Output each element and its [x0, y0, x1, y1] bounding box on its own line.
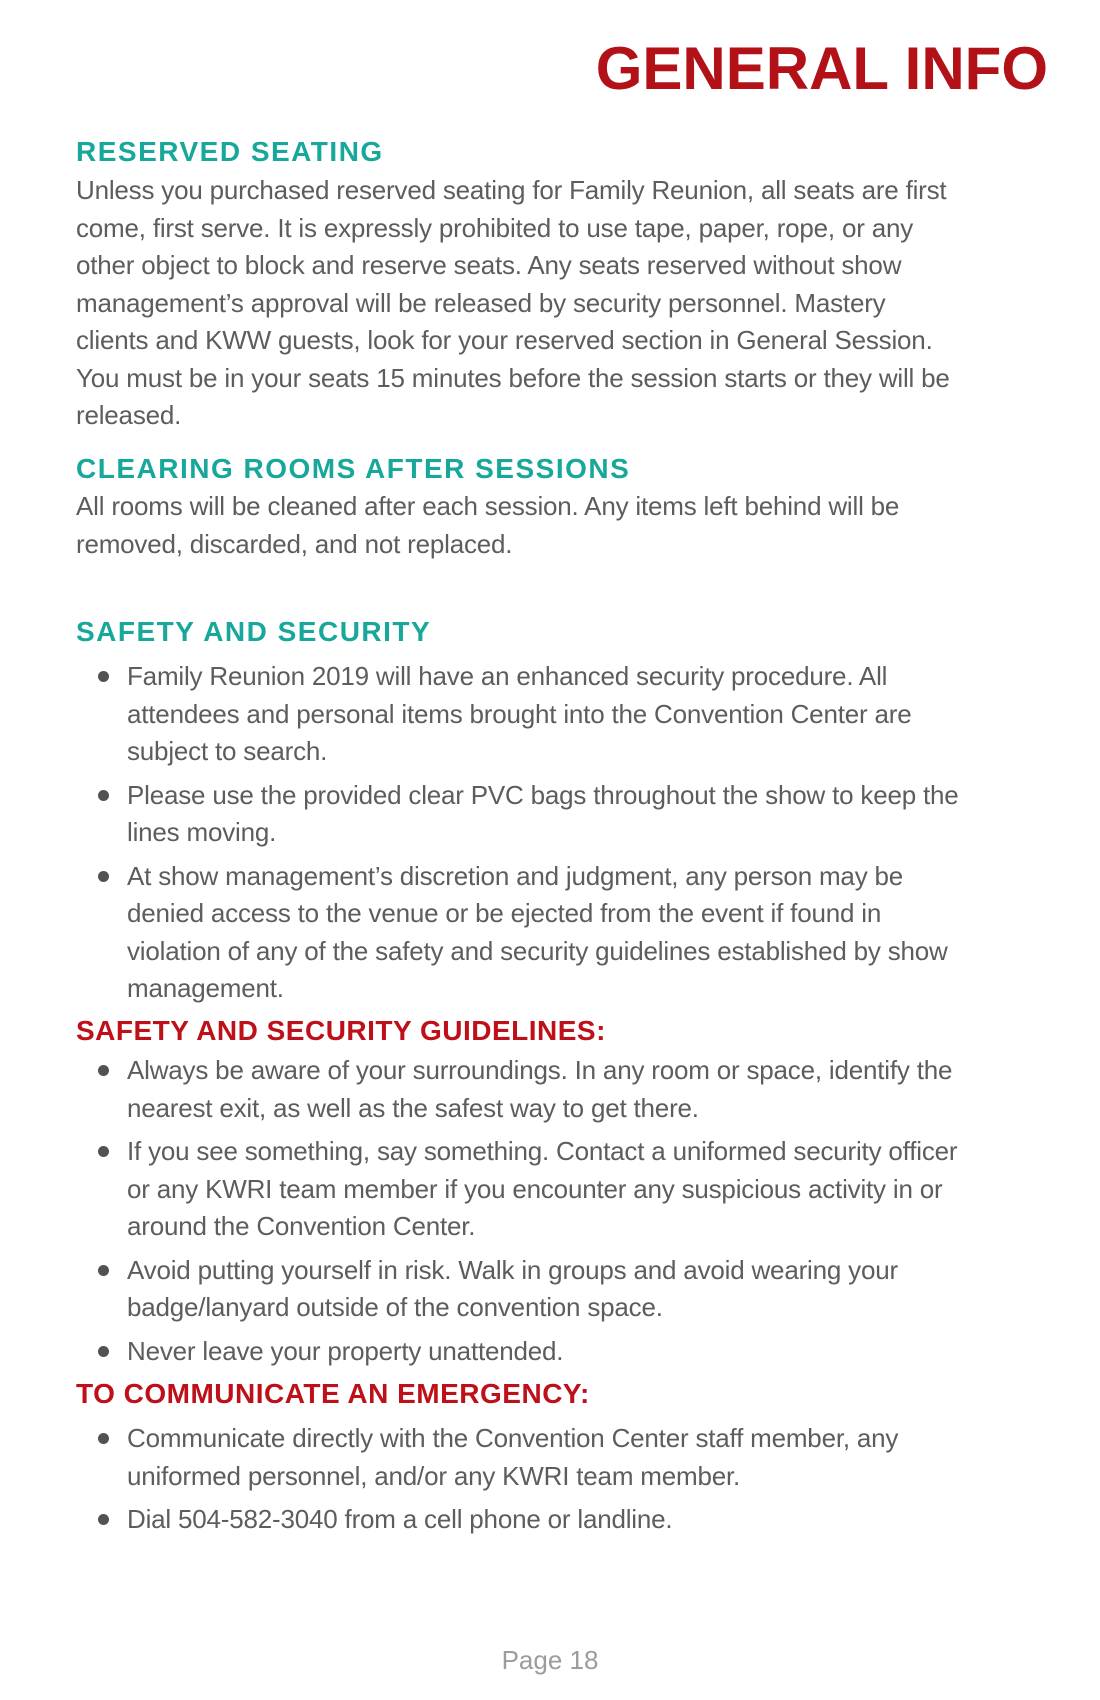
bullet-icon: [98, 1065, 109, 1076]
list-item: [76, 1333, 1086, 1371]
bullet-icon: [98, 871, 109, 882]
bullet-icon: [98, 1146, 109, 1157]
list-item: [76, 1252, 1086, 1327]
bullet-icon: [98, 1265, 109, 1276]
list-item: [76, 658, 1086, 771]
bullet-text: Always be aware of your surroundings. In any room or space, identify the nearest exit, as well as the safest way to get there.: [127, 1055, 953, 1123]
section-heading-clearing-rooms: CLEARING ROOMS AFTER SESSIONS: [76, 453, 631, 484]
list-item: [76, 1501, 1086, 1539]
page-title: GENERAL INFO: [595, 35, 1048, 102]
list-item: [76, 1420, 1086, 1495]
bullet-text: Please use the provided clear PVC bags throughout the show to keep the lines moving.: [127, 779, 959, 847]
list-item: [76, 1052, 1086, 1127]
list-item: [76, 858, 1086, 1008]
bullet-icon: [98, 671, 109, 682]
bullet-list-safety-guidelines: [76, 1052, 1086, 1376]
bullet-list-safety-and-security: [76, 658, 1086, 1014]
bullet-text: If you see something, say something. Contact a uniformed security officer or any KWRI team member if you encounter any suspicious activity in or around the Convention Center.: [127, 1136, 958, 1241]
list-item: [76, 1133, 1086, 1246]
bullet-text: Family Reunion 2019 will have an enhanced security procedure. All attendees and personal items brought into the Convention Center are subject to search.: [127, 661, 912, 766]
bullet-icon: [98, 1433, 109, 1444]
section-heading-safety-guidelines: SAFETY AND SECURITY GUIDELINES:: [76, 1015, 606, 1046]
paragraph-clearing-rooms: All rooms will be cleaned after each session. Any items left behind will be removed, discarded, and not replaced.: [76, 491, 900, 559]
section-heading-safety-and-security: SAFETY AND SECURITY: [76, 616, 432, 647]
paragraph-reserved-seating: Unless you purchased reserved seating for Family Reunion, all seats are first come, first serve. It is expressly prohibited to use tape, paper, rope, or any other object to block and reserve seats. Any seats reserved without show management’s approval will be released by security personnel. Mastery clients and KWW guests, look for your reserved section in General Session. You must be in your seats 15 minutes before the session starts or they will be released.: [76, 175, 950, 430]
bullet-icon: [98, 1514, 109, 1525]
bullet-text: Never leave your property unattended.: [127, 1335, 564, 1366]
page-number: Page 18: [501, 1645, 599, 1675]
bullet-text: At show management’s discretion and judgment, any person may be denied access to the venue or be ejected from the event if found in violation of any of the safety and security guidelines established by show management.: [127, 860, 948, 1003]
section-heading-reserved-seating: RESERVED SEATING: [76, 136, 384, 167]
bullet-icon: [98, 1346, 109, 1357]
bullet-text: Communicate directly with the Convention Center staff member, any uniformed personnel, and/or any KWRI team member.: [127, 1423, 899, 1491]
list-item: [76, 777, 1086, 852]
section-heading-emergency: TO COMMUNICATE AN EMERGENCY:: [76, 1378, 590, 1409]
bullet-icon: [98, 790, 109, 801]
bullet-list-emergency: [76, 1420, 1086, 1545]
bullet-text: Avoid putting yourself in risk. Walk in groups and avoid wearing your badge/lanyard outside of the convention space.: [127, 1254, 898, 1322]
bullet-text: Dial 504-582-3040 from a cell phone or landline.: [127, 1504, 673, 1534]
